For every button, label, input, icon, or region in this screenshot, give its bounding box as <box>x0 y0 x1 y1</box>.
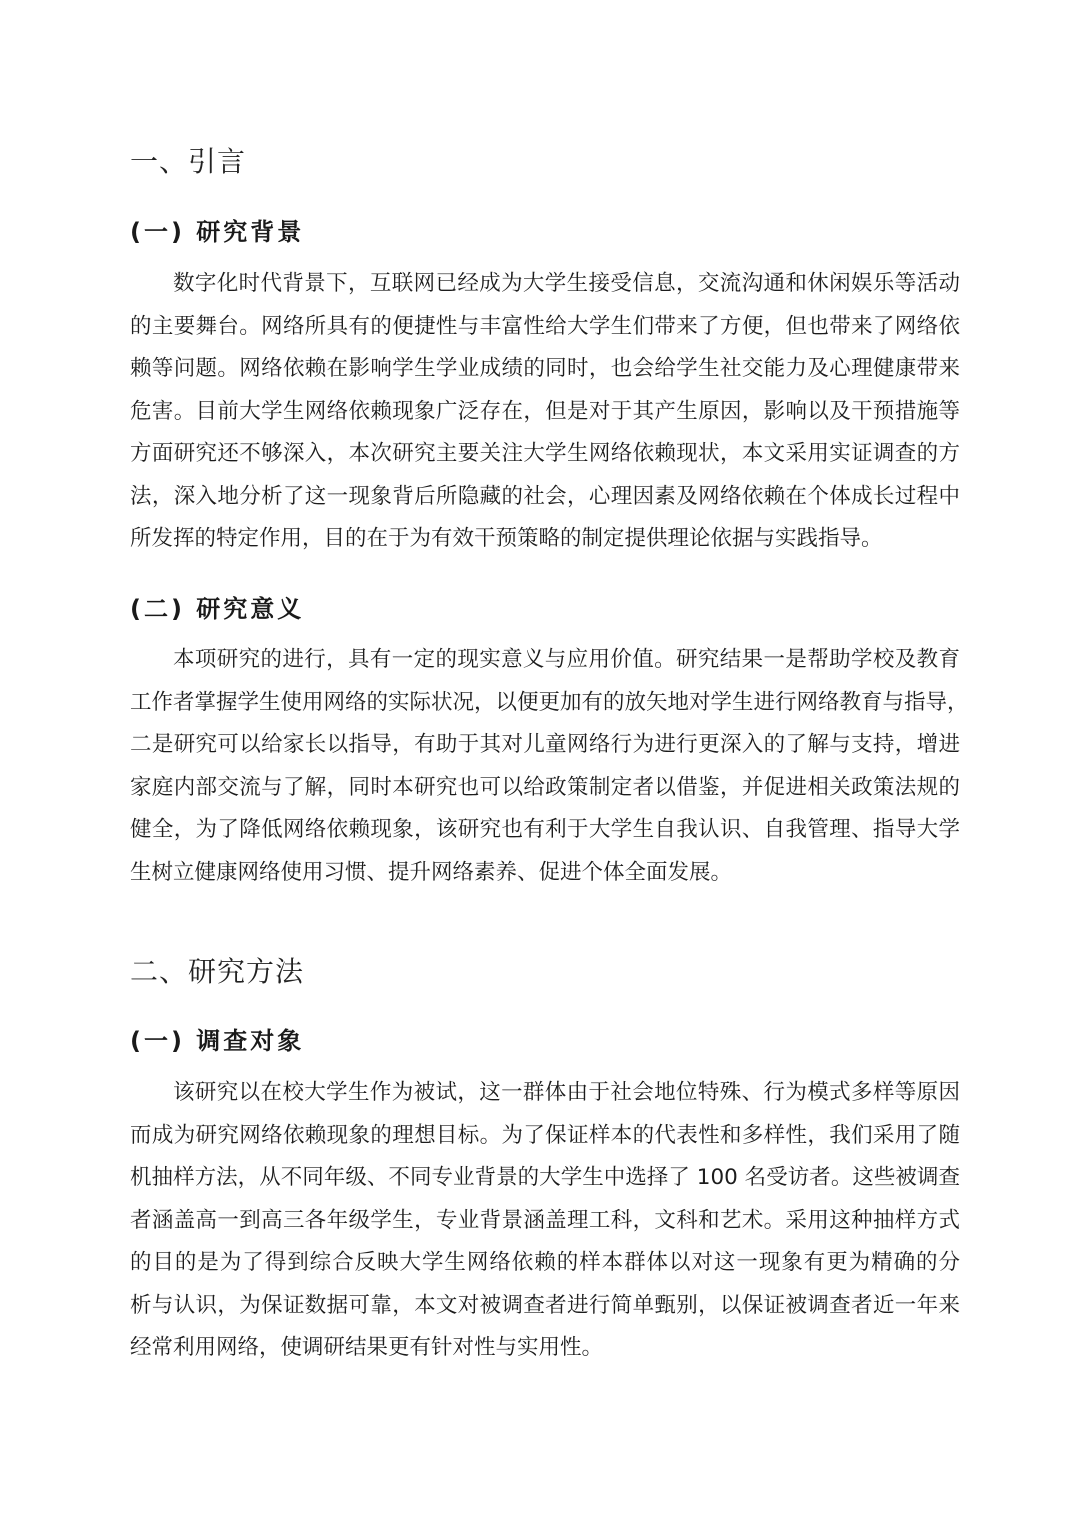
paragraph-line: 所发挥的特定作用，目的在于为有效干预策略的制定提供理论依据与实践指导。 <box>130 526 883 551</box>
paragraph-line: 危害。目前大学生网络依赖现象广泛存在，但是对于其产生原因，影响以及干预措施等 <box>130 398 960 424</box>
paragraph-line: 家庭内部交流与了解，同时本研究也可以给政策制定者以借鉴，并促进相关政策法规的 <box>130 774 960 800</box>
paragraph-line: 该研究以在校大学生作为被试，这一群体由于社会地位特殊、行为模式多样等原因 <box>173 1080 960 1105</box>
paragraph-line: 工作者掌握学生使用网络的实际状况，以便更加有的放矢地对学生进行网络教育与指导， <box>130 689 969 715</box>
paragraph-line: 本项研究的进行，具有一定的现实意义与应用价值。研究结果一是帮助学校及教育 <box>173 647 960 672</box>
subsection-heading-background: (一) 研究背景 <box>130 218 305 246</box>
paragraph-line: 析与认识，为保证数据可靠，本文对被调查者进行简单甄别，以保证被调查者近一年来 <box>130 1292 960 1318</box>
section-heading-introduction: 一、引言 <box>130 145 247 178</box>
paragraph-line: 健全，为了降低网络依赖现象，该研究也有利于大学生自我认识、自我管理、指导大学 <box>130 817 960 842</box>
paragraph-line: 法，深入地分析了这一现象背后所隐藏的社会，心理因素及网络依赖在个体成长过程中 <box>130 483 960 509</box>
paragraph-line: 赖等问题。网络依赖在影响学生学业成绩的同时，也会给学生社交能力及心理健康带来 <box>130 356 960 381</box>
paragraph-subjects <box>130 1072 960 1370</box>
paragraph-line: 经常利用网络，使调研结果更有针对性与实用性。 <box>130 1335 604 1360</box>
paragraph-line: 机抽样方法，从不同年级、不同专业背景的大学生中选择了 100 名受访者。这些被调查 <box>130 1165 960 1190</box>
subsection-heading-subjects: (一) 调查对象 <box>130 1027 305 1055</box>
paragraph-line: 的主要舞台。网络所具有的便捷性与丰富性给大学生们带来了方便，但也带来了网络依 <box>130 313 960 339</box>
paragraph-line: 二是研究可以给家长以指导，有助于其对儿童网络行为进行更深入的了解与支持，增进 <box>130 732 960 757</box>
paragraph-significance <box>130 639 969 894</box>
paragraph-line: 方面研究还不够深入，本次研究主要关注大学生网络依赖现状，本文采用实证调查的方 <box>130 441 960 466</box>
subsection-heading-significance: (二) 研究意义 <box>130 595 305 623</box>
paragraph-line: 的目的是为了得到综合反映大学生网络依赖的样本群体以对这一现象有更为精确的分 <box>130 1250 960 1275</box>
paragraph-line: 生树立健康网络使用习惯、提升网络素养、促进个体全面发展。 <box>130 859 733 885</box>
paragraph-background <box>130 263 960 561</box>
section-heading-methods: 二、研究方法 <box>130 955 305 988</box>
paragraph-line: 而成为研究网络依赖现象的理想目标。为了保证样本的代表性和多样性，我们采用了随 <box>130 1122 960 1148</box>
paragraph-line: 数字化时代背景下，互联网已经成为大学生接受信息，交流沟通和休闲娱乐等活动 <box>173 271 960 296</box>
paragraph-line: 者涵盖高一到高三各年级学生，专业背景涵盖理工科，文科和艺术。采用这种抽样方式 <box>130 1207 960 1233</box>
